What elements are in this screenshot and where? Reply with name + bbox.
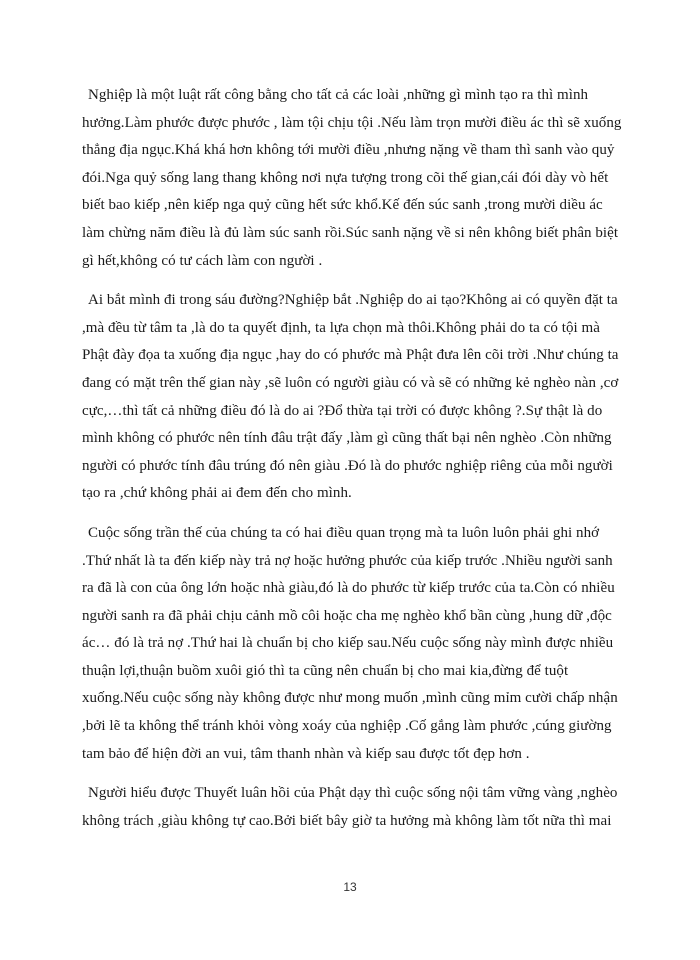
paragraph-1: Nghiệp là một luật rất công bằng cho tất cả các loài ,những gì mình tạo ra thì mình hưởng.Làm phước được phước , làm tội chịu tội .Nếu làm trọn mười điều ác thì sẽ xuống thẳng địa ngục.Khá khá hơn không tới mười điều ,nhưng nặng về tham thì sanh vào quỷ đói.Nga quỷ sống lang thang không nơi nựa tượng trong cõi thế gian,cái đói dày vò hết biết bao kiếp ,nên kiếp nga quỷ cũng hết sức khổ.Kế đến súc sanh ,trong mười diều ác làm chừng năm điều là đủ làm súc sanh rồi.Súc sanh nặng về si nên không biết phân biệt gì hết,không có tư cách làm con người .: [82, 87, 622, 269]
paragraph-4: Người hiểu được Thuyết luân hồi của Phật dạy thì cuộc sống nội tâm vững vàng ,nghèo không trách ,giàu không tự cao.Bởi biết bây giờ ta hưởng mà không làm tốt nữa thì mai: [82, 785, 618, 829]
paragraph-3: Cuộc sống trần thế của chúng ta có hai điều quan trọng mà ta luôn luôn phải ghi nhớ .Thứ nhất là ta đến kiếp này trả nợ hoặc hưởng phước của kiếp trước .Nhiều người sanh ra đã là con của ông lớn hoặc nhà giàu,đó là do phước từ kiếp trước của ta.Còn có nhiều người sanh ra đã phải chịu cảnh mồ côi hoặc cha mẹ nghèo khổ bần cùng ,hung dữ ,độc ác… đó là trả nợ .Thứ hai là chuẩn bị cho kiếp sau.Nếu cuộc sống này mình được nhiều thuận lợi,thuận buồm xuôi gió thì ta cũng nên chuẩn bị cho mai kia,đừng để tuột xuống.Nếu cuộc sống này không được như mong muốn ,mình cũng mỉm cười chấp nhận ,bởi lẽ ta không thể tránh khỏi vòng xoáy của nghiệp .Cố gắng làm phước ,cúng giường tam bảo để hiện đời an vui, tâm thanh nhàn và kiếp sau được tốt đẹp hơn .: [82, 524, 618, 762]
page-number: 13: [343, 880, 357, 894]
paragraph-2: Ai bắt mình đi trong sáu đường?Nghiệp bắt .Nghiệp do ai tạo?Không ai có quyền đặt ta ,mà đều từ tâm ta ,là do ta quyết định, ta lựa chọn mà thôi.Không phải do ta có tội mà Phật đày đọa ta xuống địa ngục ,hay do có phước mà Phật đưa lên cõi trời .Như chúng ta đang có mặt trên thế gian này ,sẽ luôn có người giàu có và sẽ có những kẻ nghèo nàn ,cơ cực,…thì tất cả những điều đó là do ai ?Đổ thừa tại trời có được không ?.Sự thật là do mình không có phước nên tính đâu trật đấy ,làm gì cũng thất bại nên nghèo .Còn những người có phước tính đâu trúng đó nên giàu .Đó là do phước nghiệp riêng của mỗi người tạo ra ,chứ không phải ai đem đến cho mình.: [82, 292, 619, 502]
body-text: [82, 82, 622, 847]
